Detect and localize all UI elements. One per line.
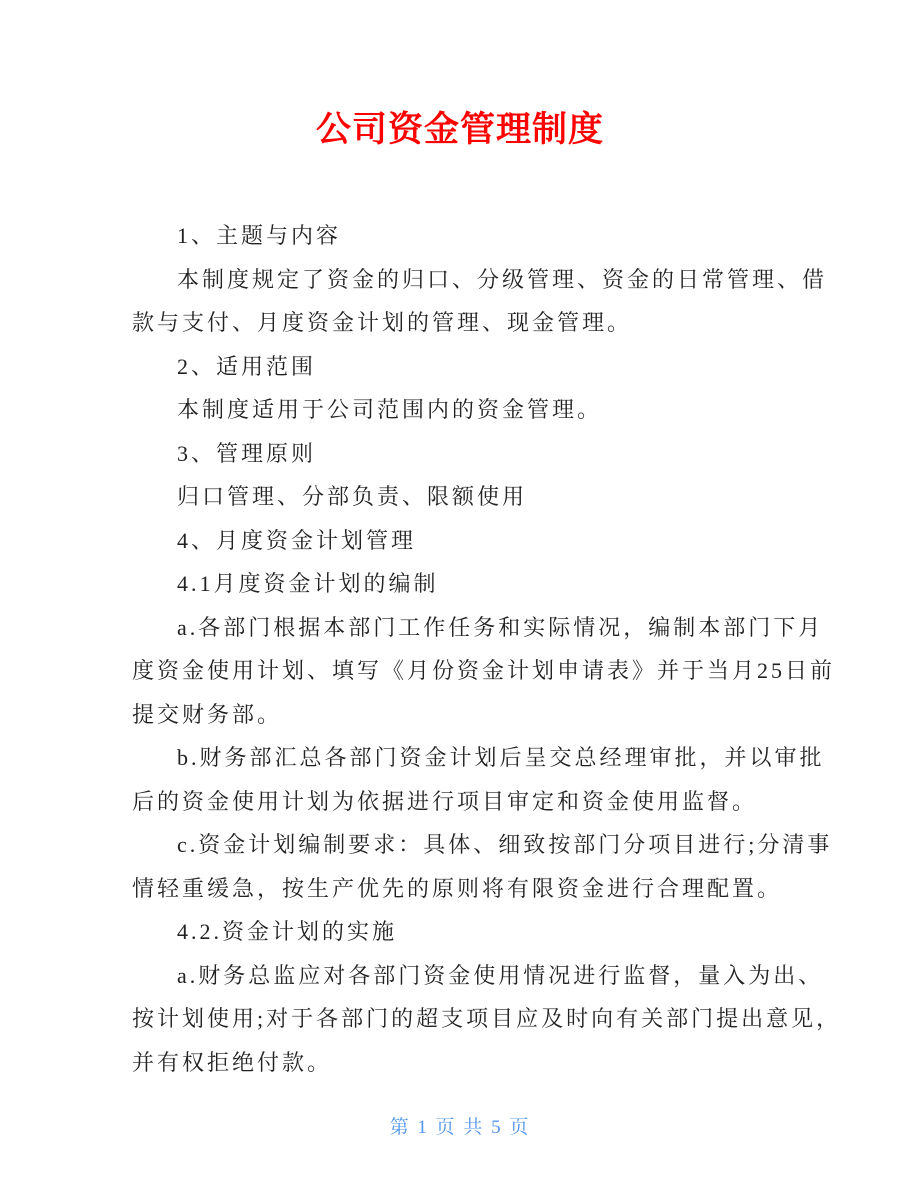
text-line: 本制度规定了资金的归口、分级管理、资金的日常管理、借	[177, 266, 828, 292]
text-line: 4、月度资金计划管理	[177, 527, 417, 553]
text-line: a.财务总监应对各部门资金使用情况进行监督，量入为出、	[177, 962, 824, 988]
text-line: a.各部门根据本部门工作任务和实际情况，编制本部门下月	[177, 614, 824, 640]
text-line: 并有权拒绝付款。	[132, 1049, 333, 1075]
text-line: 4.1月度资金计划的编制	[177, 571, 439, 596]
text-line: 4.2.资金计划的实施	[177, 919, 398, 944]
document-body	[132, 214, 842, 1084]
text-line: 3、管理原则	[177, 440, 317, 466]
text-line: 情轻重缓急，按生产优先的原则将有限资金进行合理配置。	[132, 875, 783, 901]
text-line: c.资金计划编制要求：具体、细致按部门分项目进行;分清事	[177, 832, 833, 857]
text-line: 1、主题与内容	[177, 223, 342, 248]
text-line: 本制度适用于公司范围内的资金管理。	[177, 397, 603, 422]
text-line: 按计划使用;对于各部门的超支项目应及时向有关部门提出意见，	[132, 1006, 842, 1031]
text-line: 款与支付、月度资金计划的管理、现金管理。	[132, 310, 633, 335]
text-line: 后的资金使用计划为依据进行项目审定和资金使用监督。	[132, 788, 758, 814]
page-footer: 第 1 页 共 5 页	[389, 1117, 531, 1138]
text-line: 提交财务部。	[132, 701, 283, 727]
text-line: 归口管理、分部负责、限额使用	[177, 484, 528, 509]
document-title: 公司资金管理制度	[315, 110, 604, 149]
text-line: b.财务部汇总各部门资金计划后呈交总经理审批，并以审批	[177, 745, 825, 770]
text-line: 2、适用范围	[177, 353, 317, 379]
text-line: 度资金使用计划、填写《月份资金计划申请表》并于当月25日前	[132, 658, 836, 683]
